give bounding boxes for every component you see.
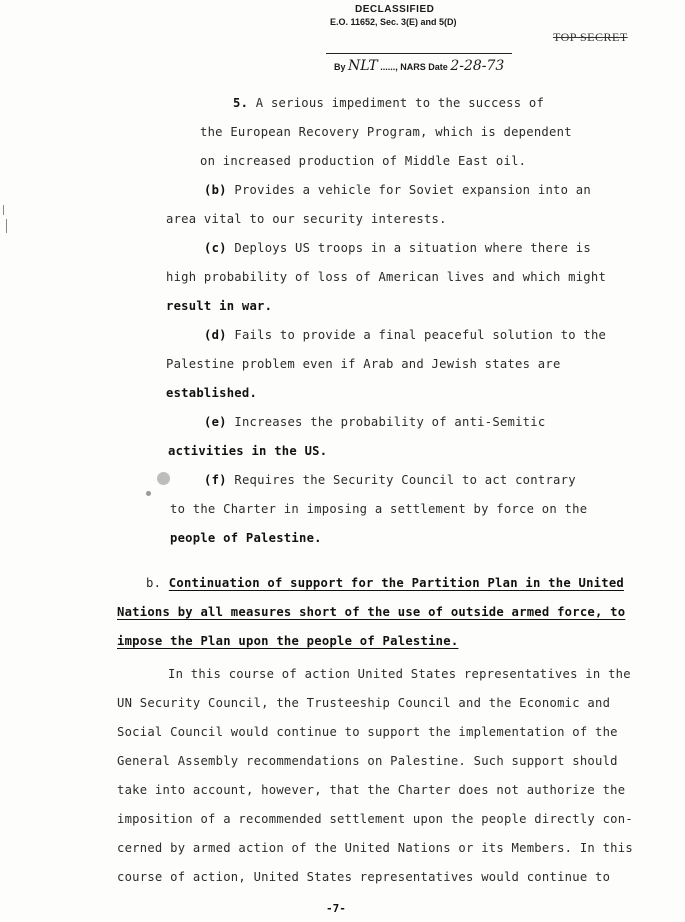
text-line	[166, 212, 447, 226]
text-segment: to the Charter in imposing a settlement by force on the	[170, 502, 588, 516]
text-segment: cerned by armed action of the United Nations or its Members. In this	[117, 841, 633, 855]
text-segment: In this course of action United States representatives in the	[168, 667, 631, 681]
text-segment: b.	[146, 576, 169, 590]
text-line	[170, 502, 587, 516]
text-segment: result in war.	[166, 299, 273, 313]
text-line	[117, 783, 625, 797]
stamp-by-label: By	[334, 62, 346, 72]
text-line	[168, 444, 327, 458]
text-segment: Social Council would continue to support the implementation of the	[117, 725, 618, 739]
text-line	[233, 96, 544, 110]
text-segment: the European Recovery Program, which is dependent	[200, 125, 572, 139]
text-segment: Provides a vehicle for Soviet expansion into an	[226, 183, 591, 197]
edge-mark	[3, 205, 4, 215]
text-segment: A serious impediment to the success of	[248, 96, 545, 110]
text-segment: on increased production of Middle East oil.	[200, 154, 527, 168]
stamp-signature-line	[334, 60, 504, 73]
text-segment: (b)	[204, 183, 227, 197]
text-segment: impose the Plan upon the people of Palestine.	[117, 634, 459, 648]
text-segment: Requires the Security Council to act contrary	[226, 473, 576, 487]
text-segment: (e)	[204, 415, 227, 429]
text-line	[117, 725, 618, 739]
edge-mark	[6, 219, 7, 233]
page-number: -7-	[326, 902, 346, 915]
text-line	[200, 125, 572, 139]
text-segment: high probability of loss of American lives and which might	[166, 270, 607, 284]
text-segment: Continuation of support for the Partition Plan in the United	[168, 576, 625, 590]
text-segment: (c)	[204, 241, 227, 255]
stamp-date: 2-28-73	[450, 58, 505, 74]
text-line	[204, 183, 591, 197]
text-line	[166, 357, 561, 371]
text-line	[117, 605, 625, 619]
text-line	[204, 241, 591, 255]
text-line	[204, 473, 576, 487]
stamp-divider	[326, 53, 512, 54]
text-segment: people of Palestine.	[170, 531, 322, 545]
text-segment: activities in the US.	[168, 444, 328, 458]
text-line	[117, 754, 618, 768]
stamp-title: DECLASSIFIED	[355, 4, 435, 15]
stamp-nars-label: ......, NARS Date	[380, 62, 448, 72]
text-segment: Fails to provide a final peaceful solution to the	[226, 328, 607, 342]
text-line	[117, 870, 610, 884]
text-segment: Nations by all measures short of the use of outside armed force, to	[117, 605, 626, 619]
text-line	[117, 696, 610, 710]
paper-speck	[146, 491, 151, 496]
text-line	[117, 841, 633, 855]
stamp-initials: NLT	[348, 58, 378, 74]
text-segment: Palestine problem even if Arab and Jewish states are	[166, 357, 561, 371]
text-line	[170, 531, 322, 545]
text-segment: established.	[166, 386, 258, 400]
declassification-stamp	[330, 4, 505, 74]
text-segment: area vital to our security interests.	[166, 212, 447, 226]
text-line	[117, 634, 458, 648]
text-segment: take into account, however, that the Charter does not authorize the	[117, 783, 626, 797]
stamp-authority: E.O. 11652, Sec. 3(E) and 5(D)	[330, 17, 457, 27]
text-line	[117, 812, 633, 826]
text-line	[166, 270, 606, 284]
text-line	[146, 576, 624, 590]
text-line	[200, 154, 526, 168]
text-segment: imposition of a recommended settlement upon the people directly con-	[117, 812, 633, 826]
text-segment: UN Security Council, the Trusteeship Council and the Economic and	[117, 696, 611, 710]
text-segment: course of action, United States representatives would continue to	[117, 870, 611, 884]
text-line	[204, 328, 606, 342]
text-segment: (d)	[204, 328, 227, 342]
text-segment: Deploys US troops in a situation where there is	[226, 241, 591, 255]
text-segment: General Assembly recommendations on Palestine. Such support should	[117, 754, 618, 768]
paper-speck	[157, 472, 170, 485]
text-segment: Increases the probability of anti-Semitic	[226, 415, 546, 429]
text-segment: (f)	[204, 473, 227, 487]
classification-marking: TOP SECRET	[553, 30, 628, 44]
text-segment: 5.	[233, 96, 249, 110]
text-line	[166, 299, 272, 313]
text-line	[166, 386, 257, 400]
text-line	[204, 415, 545, 429]
text-line	[168, 667, 631, 681]
